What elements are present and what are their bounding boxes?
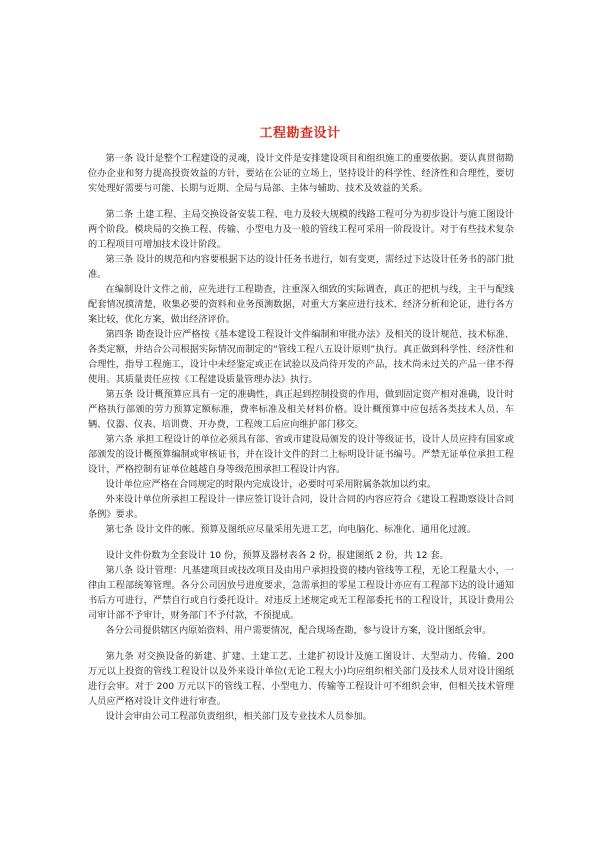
paragraph-branch-duties: 各分公司提供辖区内原始资料、用户需要情况，配合现场查勘，参与设计方案，设计图纸会审。 xyxy=(105,625,492,636)
paragraph-review-organizer: 设计会审由公司工程部负责组织，相关部门及专业技术人员参加。 xyxy=(105,711,372,722)
paragraph-gap xyxy=(88,638,514,649)
paragraph-gap xyxy=(88,196,514,207)
paragraph-article-3: 第三条 设计的规范和内容要根据下达的设计任务书进行，如有变更，需经过下达设计任务书的部门批准。 xyxy=(88,254,514,280)
paragraph-article-2: 第二条 土建工程、主局交换设备安装工程、电力及较大规模的线路工程可分为初步设计与施工图设计两个阶段。模块局的交换工程、传输、小型电力及一般的管线工程可采用一阶段设计。对于有些技术复杂的工程项目可增加技术设计阶段。 xyxy=(88,209,514,250)
paragraph-external-contract: 外来设计单位所承担工程设计一律应签订设计合同，设计合同的内容应符合《建设工程勘察设计合同条例》要求。 xyxy=(88,494,514,520)
paragraph-article-8: 第八条 设计管理：凡基建项目或技改项目及由用户承担投资的楼内管线等工程，无论工程量大小，一律由工程部统筹管理。各分公司因放号进度要求，急需承担的零星工程设计亦应有工程部下达的设计通知书后方可进行，严禁自行或自行委托设计。对违反上述规定或无工程部委托书的工程设计，其设计费用公司审计部不予审计，财务部门不予付款，不预提成。 xyxy=(88,565,514,621)
paragraph-survey: 在编制设计文件之前，应先进行工程勘查，注重深入细致的实际调查，真正的把机与线，主干与配线配套情况摸清楚，收集必要的资料和业务预测数据，对重大方案应进行技术、经济分析和论证，进行各方案比较，优化方案，做出经济评价。 xyxy=(88,284,514,325)
paragraph-article-4: 第四条 勘查设计应严格按《基本建设工程设计文件编制和审批办法》及相关的设计规范、技术标准、各类定额，并结合公司根据实际情况而制定的“管线工程八五设计原则”执行。真正做到科学性、经济性和合理性，指导工程施工，设计中未经鉴定或正在试验以及尚待开发的产品，技术尚未过关的产品一律不得使用。其质量责任应按《工程建设质量管理办法》执行。 xyxy=(88,329,514,385)
document-title: 工程勘查设计 xyxy=(259,126,341,141)
paragraph-copies: 设计文件份数为全套设计 10 份，预算及器材表各 2 份，报建图纸 2 份，共 12 套。 xyxy=(105,550,449,561)
paragraph-article-1: 第一条 设计是整个工程建设的灵魂，设计文件是安排建设项目和组织施工的重要依据。要认真贯彻勘位办企业和努力提高投资效益的方针，要站在公证的立场上，坚持设计的科学性、经济性和合理性，要切实处理好需要与可能、长期与近期、全局与局部、主体与辅助、技术及效益的关系。 xyxy=(88,153,514,194)
paragraph-article-9: 第九条 对交换设备的新建、扩建、土建工艺、土建扩初设计及施工图设计、大型动力、传输、200 万元以上投资的管线工程设计以及外来设计单位(无论工程大小)均应组织相关部门及技术人员对设计图纸进行会审。对于 200 万元以下的管线工程、小型电力、传输等工程设计可不组织会审，但相关技术管理人员应严格对设计文件进行审查。 xyxy=(88,651,514,707)
paragraph-article-7: 第七条 设计文件的帐、预算及图纸应尽量采用先进工艺，向电脑化、标准化、通用化过渡。 xyxy=(105,524,476,535)
paragraph-article-6: 第六条 承担工程设计的单位必须具有部、省或市建设局颁发的设计等级证书，设计人员应持有国家或部颁发的设计概预算编制或审核证书，并在设计文件的封二上标明设计证书编号。严禁无证单位承担工程设计，严格控制有证单位越越自身等级范围承担工程设计内容。 xyxy=(88,434,514,475)
document-body xyxy=(88,151,514,724)
paragraph-article-5: 第五条 设计概预算应具有一定的准确性，真正起到控制投资的作用，做到固定资产相对准确，设计时严格执行部颁的劳力预算定额标准，费率标准及相关材料价格。设计概预算中应包括各类技术人员、车辆、仪器、仪表、培训费、开办费，工程竣工后应向维护部门移交。 xyxy=(88,389,514,430)
paragraph-deadline: 设计单位应严格在合同规定的时限内完成设计，必要时可采用附属条款加以约束。 xyxy=(105,479,437,490)
paragraph-gap xyxy=(88,537,514,548)
